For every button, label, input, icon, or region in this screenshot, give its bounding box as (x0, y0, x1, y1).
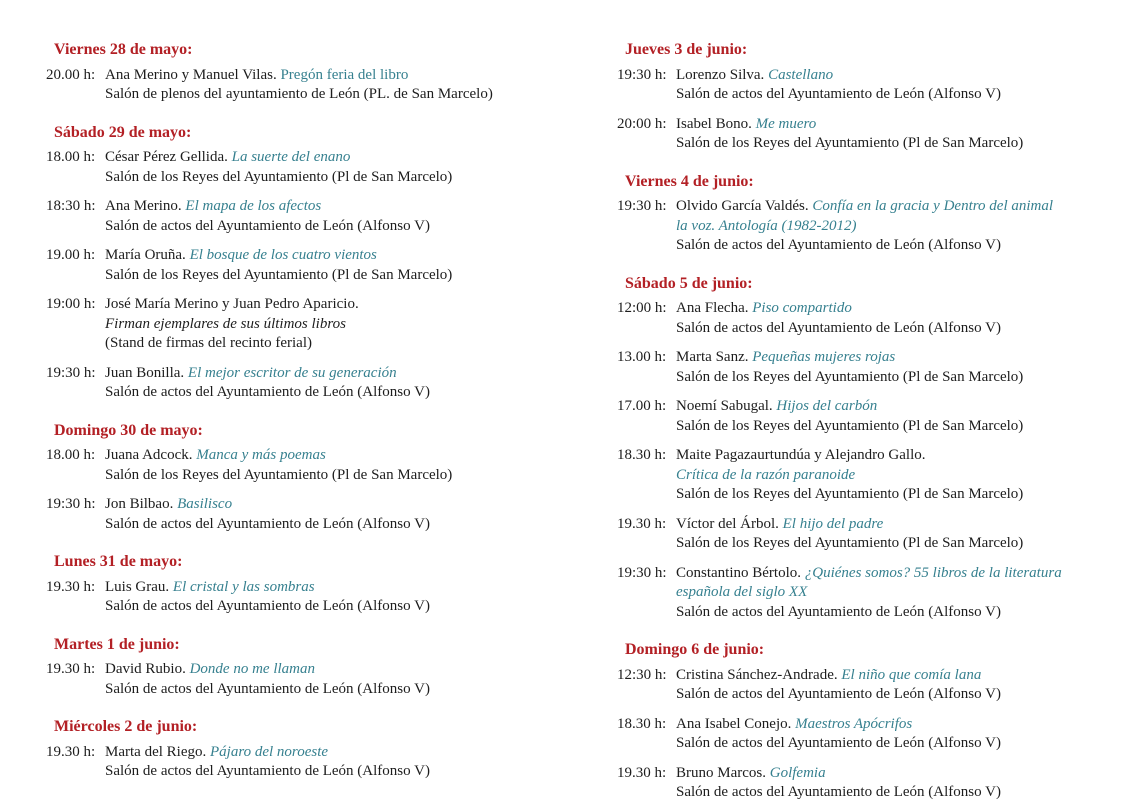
day-section (46, 123, 561, 403)
event-entry (617, 299, 1132, 338)
event-time: 19:30 h: (46, 364, 96, 381)
event-time: 19.30 h: (46, 578, 96, 595)
event-entry (617, 197, 1132, 256)
authors: David Rubio. (105, 661, 190, 677)
day-heading: Viernes 4 de junio: (625, 172, 754, 190)
book-title: La suerte del enano (231, 149, 351, 165)
book-title: Manca y más poemas (196, 447, 326, 463)
event-entry (46, 148, 561, 187)
event-line (105, 597, 561, 617)
event-line (105, 364, 561, 384)
event-line (676, 134, 1132, 154)
event-line (676, 603, 1132, 623)
venue: Salón de los Reyes del Ayuntamiento (Pl de San Marcelo) (105, 266, 453, 283)
event-line (105, 217, 561, 237)
book-title: Crítica de la razón paranoide (676, 466, 856, 483)
event-entry (617, 66, 1132, 105)
event-line (676, 485, 1132, 505)
day-section (46, 635, 561, 700)
event-time: 17.00 h: (617, 398, 667, 414)
authors: Marta Sanz. (676, 349, 753, 365)
event-line (676, 534, 1132, 554)
event-line (105, 334, 561, 354)
event-time: 19.30 h: (46, 661, 96, 677)
event-entry (617, 397, 1132, 436)
book-title: El cristal y las sombras (172, 578, 315, 595)
event-entry (46, 295, 561, 354)
day-heading: Martes 1 de junio: (54, 635, 180, 653)
event-line (105, 246, 561, 266)
event-line (676, 348, 1132, 368)
event-time: 12:30 h: (617, 666, 667, 683)
event-entry (46, 364, 561, 403)
day-section (617, 274, 1132, 623)
event-line (105, 85, 561, 105)
day-heading: Viernes 28 de mayo: (54, 41, 193, 58)
event-entry (46, 446, 561, 485)
column-2 (617, 40, 1132, 806)
event-line (105, 495, 561, 515)
venue: Salón de actos del Ayuntamiento de León (Alfonso V) (105, 763, 430, 779)
event-time: 18.30 h: (617, 715, 667, 732)
event-description: Firman ejemplares de sus últimos libros (105, 315, 346, 332)
event-time: 19:30 h: (617, 66, 667, 83)
book-title: Pequeñas mujeres rojas (752, 349, 896, 365)
event-line (676, 666, 1132, 686)
event-line (105, 515, 561, 535)
venue: Salón de los Reyes del Ayuntamiento (Pl de San Marcelo) (676, 417, 1024, 434)
book-title: El bosque de los cuatro vientos (189, 247, 377, 263)
event-line (676, 236, 1132, 256)
event-entry (617, 564, 1132, 623)
book-title: El mejor escritor de su generación (187, 364, 397, 381)
book-title: Castellano (768, 66, 834, 83)
event-entry (617, 666, 1132, 705)
event-line (676, 583, 1132, 603)
event-entry (617, 115, 1132, 154)
venue: Salón de actos del Ayuntamiento de León (Alfonso V) (676, 784, 1001, 800)
event-line (676, 564, 1132, 584)
event-entry (46, 246, 561, 285)
day-section (617, 172, 1132, 256)
authors: Constantino Bértolo. (676, 564, 805, 581)
event-line (676, 685, 1132, 705)
venue: Salón de actos del Ayuntamiento de León (Alfonso V) (105, 384, 430, 400)
event-line (105, 168, 561, 188)
event-line (105, 197, 561, 217)
book-title: El hijo del padre (782, 515, 884, 532)
authors: César Pérez Gellida. (105, 149, 232, 165)
venue: Salón de plenos del ayuntamiento de León (PL. de San Marcelo) (105, 86, 493, 102)
event-time: 19.00 h: (46, 247, 96, 263)
book-title: El mapa de los afectos (185, 198, 322, 214)
day-heading: Lunes 31 de mayo: (54, 553, 183, 570)
venue: Salón de actos del Ayuntamiento de León (Alfonso V) (105, 680, 430, 697)
event-line (105, 578, 561, 598)
event-time: 13.00 h: (617, 349, 667, 365)
event-line (105, 383, 561, 403)
authors: María Oruña. (105, 247, 190, 263)
day-heading: Domingo 6 de junio: (625, 641, 765, 658)
day-heading: Domingo 30 de mayo: (54, 421, 203, 439)
event-line (676, 217, 1132, 237)
event-line (105, 446, 561, 466)
event-entry (617, 348, 1132, 387)
event-line (105, 148, 561, 168)
day-section (46, 40, 561, 105)
event-time: 18:30 h: (46, 198, 96, 214)
venue: Salón de actos del Ayuntamiento de León (Alfonso V) (676, 319, 1001, 336)
event-line (676, 783, 1132, 803)
venue: Salón de actos del Ayuntamiento de León (Alfonso V) (676, 686, 1001, 702)
authors: Isabel Bono. (676, 115, 756, 132)
venue: Salón de actos del Ayuntamiento de León (Alfonso V) (676, 237, 1001, 253)
book-title: Golfemia (769, 764, 826, 781)
venue: Salón de actos del Ayuntamiento de León (Alfonso V) (676, 603, 1001, 620)
authors: José María Merino y Juan Pedro Aparicio. (105, 296, 359, 312)
event-time: 19:30 h: (46, 496, 96, 512)
event-line (676, 299, 1132, 319)
event-time: 19.30 h: (617, 515, 667, 532)
event-time: 19:00 h: (46, 296, 96, 312)
event-line (105, 680, 561, 700)
column-1 (46, 40, 561, 806)
venue: (Stand de firmas del recinto ferial) (105, 335, 312, 351)
venue: Salón de los Reyes del Ayuntamiento (Pl de San Marcelo) (676, 135, 1024, 151)
event-line (105, 295, 561, 315)
event-line (676, 715, 1132, 735)
day-section (46, 421, 561, 535)
venue: Salón de los Reyes del Ayuntamiento (Pl de San Marcelo) (105, 466, 453, 483)
day-heading: Jueves 3 de junio: (625, 41, 748, 58)
venue: Salón de los Reyes del Ayuntamiento (Pl de San Marcelo) (676, 368, 1024, 385)
event-line (676, 446, 1132, 466)
event-time: 19:30 h: (617, 564, 667, 581)
event-line (105, 66, 561, 86)
book-title: ¿Quiénes somos? 55 libros de la literatura (804, 564, 1062, 581)
book-title: Confía en la gracia y Dentro del animal (812, 198, 1054, 214)
book-title: Pájaro del noroeste (209, 743, 329, 760)
event-line (676, 515, 1132, 535)
authors: Maite Pagazaurtundúa y Alejandro Gallo. (676, 447, 926, 463)
event-line (105, 762, 561, 782)
day-heading: Miércoles 2 de junio: (54, 718, 198, 735)
event-line (105, 743, 561, 763)
venue: Salón de los Reyes del Ayuntamiento (Pl de San Marcelo) (676, 535, 1024, 551)
event-entry (617, 715, 1132, 754)
authors: Olvido García Valdés. (676, 198, 813, 214)
book-title: El niño que comía lana (841, 666, 982, 683)
event-entry (46, 66, 561, 105)
authors: Bruno Marcos. (676, 764, 770, 781)
book-title: Donde no me llaman (189, 661, 315, 677)
event-time: 20.00 h: (46, 66, 96, 83)
event-time: 19.30 h: (46, 743, 96, 760)
event-time: 20:00 h: (617, 115, 667, 132)
event-entry (46, 578, 561, 617)
day-heading: Sábado 5 de junio: (625, 274, 753, 292)
event-line (105, 660, 561, 680)
event-line (676, 197, 1132, 217)
event-line (676, 397, 1132, 417)
venue: Salón de actos del Ayuntamiento de León (Alfonso V) (105, 217, 430, 234)
event-line (105, 315, 561, 335)
event-time: 18.00 h: (46, 149, 96, 165)
venue: Salón de los Reyes del Ayuntamiento (Pl de San Marcelo) (105, 168, 453, 185)
day-section (617, 640, 1132, 803)
authors: Ana Merino y Manuel Vilas. (105, 66, 281, 83)
event-line (676, 319, 1132, 339)
authors: Jon Bilbao. (105, 496, 178, 512)
authors: Ana Flecha. (676, 300, 753, 316)
event-line (676, 115, 1132, 135)
event-time: 18.00 h: (46, 447, 96, 463)
day-section (46, 552, 561, 617)
authors: Víctor del Árbol. (676, 515, 783, 532)
event-entry (46, 197, 561, 236)
event-time: 19.30 h: (617, 764, 667, 781)
venue: Salón de actos del Ayuntamiento de León (Alfonso V) (105, 515, 430, 532)
authors: Luis Grau. (105, 578, 173, 595)
event-time: 18.30 h: (617, 447, 667, 463)
day-heading: Sábado 29 de mayo: (54, 123, 192, 141)
event-line (676, 764, 1132, 784)
venue: Salón de actos del Ayuntamiento de León (Alfonso V) (676, 86, 1001, 102)
event-entry (617, 764, 1132, 803)
event-entry (617, 515, 1132, 554)
authors: Noemí Sabugal. (676, 398, 777, 414)
event-time: 12:00 h: (617, 300, 667, 316)
book-title: Pregón feria del libro (280, 66, 409, 83)
day-section (46, 717, 561, 782)
event-line (676, 734, 1132, 754)
event-entry (46, 660, 561, 699)
event-entry (617, 446, 1132, 505)
venue: Salón de actos del Ayuntamiento de León (Alfonso V) (676, 735, 1001, 751)
event-line (105, 266, 561, 286)
book-title: Piso compartido (752, 300, 852, 316)
book-title: Maestros Apócrifos (795, 715, 913, 732)
venue: Salón de actos del Ayuntamiento de León (Alfonso V) (105, 598, 430, 614)
book-title: la voz. Antología (1982-2012) (676, 217, 857, 234)
authors: Juan Bonilla. (105, 364, 188, 381)
book-title: española del siglo XX (676, 584, 808, 600)
event-line (676, 368, 1132, 388)
event-time: 19:30 h: (617, 198, 667, 214)
day-section (617, 40, 1132, 154)
event-entry (46, 743, 561, 782)
authors: Ana Isabel Conejo. (676, 715, 796, 732)
authors: Marta del Riego. (105, 743, 210, 760)
venue: Salón de los Reyes del Ayuntamiento (Pl de San Marcelo) (676, 486, 1024, 502)
authors: Juana Adcock. (105, 447, 197, 463)
authors: Ana Merino. (105, 198, 186, 214)
authors: Cristina Sánchez-Andrade. (676, 666, 842, 683)
event-entry (46, 495, 561, 534)
book-title: Me muero (755, 115, 817, 132)
event-line (105, 466, 561, 486)
book-title: Hijos del carbón (776, 398, 878, 414)
event-line (676, 417, 1132, 437)
authors: Lorenzo Silva. (676, 66, 769, 83)
event-line (676, 466, 1132, 486)
event-line (676, 85, 1132, 105)
book-title: Basilisco (177, 496, 233, 512)
event-line (676, 66, 1132, 86)
